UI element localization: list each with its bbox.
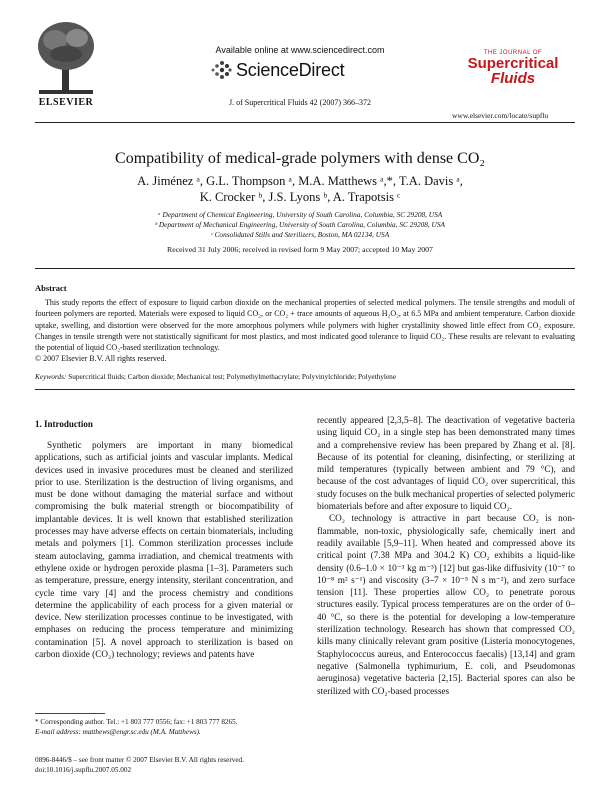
header-divider bbox=[35, 122, 575, 123]
journal-logo-line2: Fluids bbox=[490, 70, 536, 87]
journal-logo bbox=[448, 50, 578, 100]
article-title: Compatibility of medical-grade polymers with dense CO₂ bbox=[115, 150, 485, 167]
column-right bbox=[317, 414, 575, 697]
keywords bbox=[35, 372, 575, 381]
sciencedirect-brand: ScienceDirect bbox=[236, 60, 345, 80]
authors-line-1: A. Jiménez ᵃ, G.L. Thompson ᵃ, M.A. Matthews ᵃ,*, T.A. Davis ᵃ, bbox=[137, 174, 463, 188]
footnote bbox=[35, 717, 295, 737]
received-dates: Received 31 July 2006; received in revised form 9 May 2007; accepted 10 May 2007 bbox=[167, 245, 433, 254]
journal-url[interactable]: www.elsevier.com/locate/supflu bbox=[452, 111, 549, 120]
doi-line[interactable]: doi:10.1016/j.supflu.2007.05.002 bbox=[35, 766, 132, 774]
intro-paragraph-3: CO₂ technology is attractive in part because CO₂ is non-flammable, non-toxic, physiologically safe, chemically inert and readily available [5,9–11]. When heated and compressed above its critical point (7.38 MPa and 304.2 K) CO₂ exhibits a liquid-like density (0.6–1.0 × 10⁻³ kg m⁻³) [12] but gas-like diffusivity (10⁻⁷ to 10⁻⁸ m² s⁻¹) and viscosity (3–7 × 10⁻⁵ N s m⁻²), and zero surface tension [11]. These properties allow CO₂ to penetrate porous structures easily. Typical process temperatures are on the order of 0–40 °C, so there is the potential for developing a low-temperature sterilization technology. Research has shown that compressed CO₂ kills many clinically relevant gram positive (Listeria monocytogenes, Staphylococcus aureus, and Enterococcus faecalis) [13,14] and gram negative (Salmonella typhimurium, E. coli, and Pseudomonas aeruginosa) vegetative bacteria [2,15]. Bacterial spores can also be sterilized with CO₂-based processes bbox=[317, 513, 575, 696]
keywords-list: Supercritical fluids; Carbon dioxide; Mechanical test; Polymethylmethacrylate; Polyvinylchloride; Polyethylene bbox=[68, 372, 397, 381]
elsevier-tree-logo bbox=[35, 18, 97, 98]
keywords-label: Keywords: bbox=[35, 372, 67, 381]
authors-line-2: K. Crocker ᵇ, J.S. Lyons ᵇ, A. Trapotsis ᶜ bbox=[199, 190, 401, 204]
abstract-text: This study reports the effect of exposure to liquid carbon dioxide on the mechanical properties of selected medical polymers. The tensile strengths and moduli of fourteen polymers are reported. Materials were exposed to liquid CO₂, or CO₂ + trace amounts of aqueous H₂O₂, at 6.5 MPa and ambient temperature. Carbon dioxide uptake, swelling, and distortion were observed for the more amorphous polymers while polymers with higher crystallinity showed little effect from CO₂ exposure. Changes in tensile strength were not statistically significant for most plastics, and most indicated good tolerance to liquid CO₂. These results are relevant to evaluating the potential of liquid CO₂-based sterilization technology. bbox=[35, 298, 575, 353]
affiliation-c: ᶜ Consolidated Stills and Sterilizers, Boston, MA 02134, USA bbox=[210, 230, 390, 239]
author-email[interactable]: E-mail address: matthews@engr.sc.edu (M.A. Matthews). bbox=[35, 728, 201, 736]
section-heading-introduction: 1. Introduction bbox=[35, 419, 93, 429]
journal-logo-line1: Supercritical bbox=[467, 55, 559, 72]
abstract-copyright: © 2007 Elsevier B.V. All rights reserved. bbox=[35, 354, 167, 364]
abstract-top-divider bbox=[35, 268, 575, 269]
abstract-body bbox=[35, 297, 575, 365]
abstract-heading: Abstract bbox=[35, 283, 67, 293]
intro-paragraph-1: Synthetic polymers are important in many biomedical applications, such as artificial joints and vascular implants. Medical devices used in invasive procedures must be cleaned and sterilized prior to use. Sterilization is the destruction of living organisms, and must be done without damaging the material surface and without compromising the bulk material strength or biocompatibility of implantable devices. It is well known that established sterilization processes may have adverse effects on certain biomaterials, including metals and polymers [1]. Common sterilization processes include steam autoclaving, gamma irradiation, and chemical treatments with ethylene oxide or hydrogen peroxide plasma [1–3]. Parameters such as temperature, pressure, energy intensity, sterilant concentration, and cycle time vary [4] and the process chemistry and conditions determine the applicability of each process for a given material or device. New sterilization processes continue to be investigated, with emphases on reducing the process temperature and minimizing contamination [5]. A novel approach to sterilization is based on carbon dioxide (CO₂) technology; reviews and patents have bbox=[35, 440, 293, 660]
footnote-rule bbox=[35, 713, 105, 714]
journal-logo-small: THE JOURNAL OF bbox=[483, 50, 543, 56]
affiliation-a: ᵃ Department of Chemical Engineering, University of South Carolina, Columbia, SC 29208, USA bbox=[157, 210, 443, 219]
abstract-bottom-divider bbox=[35, 389, 575, 390]
column-left bbox=[35, 439, 293, 660]
publisher-name: ELSEVIER bbox=[38, 97, 94, 108]
copyright-block bbox=[35, 755, 295, 775]
corresponding-author: * Corresponding author. Tel.: +1 803 777 0556; fax: +1 803 777 8265. bbox=[35, 718, 238, 726]
affiliation-b: ᵇ Department of Mechanical Engineering, University of South Carolina, Columbia, SC 29208, USA bbox=[155, 220, 445, 229]
sciencedirect-dots-icon bbox=[210, 60, 232, 80]
journal-citation: J. of Supercritical Fluids 42 (2007) 366–372 bbox=[229, 98, 371, 107]
available-online-text[interactable]: Available online at www.sciencedirect.com bbox=[215, 45, 385, 55]
issn-line: 0896-8446/$ – see front matter © 2007 Elsevier B.V. All rights reserved. bbox=[35, 756, 244, 764]
intro-paragraph-2: recently appeared [2,3,5–8]. The deactivation of vegetative bacteria using liquid CO₂ in a single step has been demonstrated many times and a comprehensive review has been prepared by Zhang et al. [8]. Because of its potential for cleaning, disinfecting, or sterilizing at mild temperatures (typically between ambient and 79 °C), and because of the cost advantages of liquid CO₂ over supercritical, this study focuses on the bulk mechanical properties of selected polymeric biomaterials before and after exposure to liquid CO₂. bbox=[317, 415, 575, 512]
